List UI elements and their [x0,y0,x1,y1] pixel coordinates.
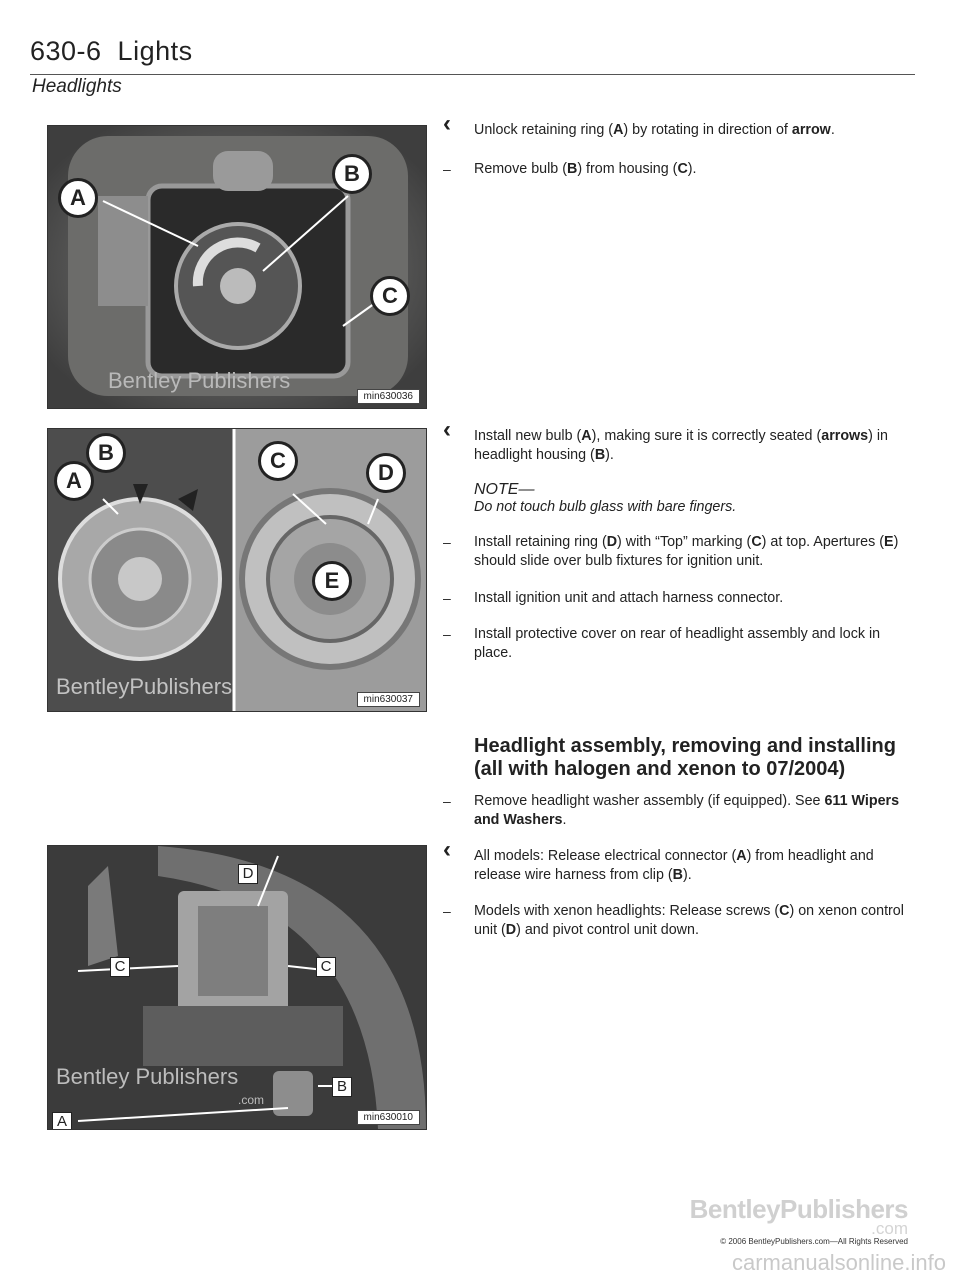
figure-3-illustration [48,846,426,1129]
step-install-ring: – Install retaining ring (D) with “Top” marking (C) at top. Apertures (E) should slide over bulb fixtures for ignition unit. [443,534,899,569]
callout-d: D [366,453,406,493]
figure-3-id: min630010 [357,1110,420,1125]
figure-bulb-install [47,428,427,712]
label-b: B [332,1077,352,1097]
callout-a: A [54,461,94,501]
figure-pointer-icon: ‹ [443,416,451,443]
publisher-logo: BentleyPublishers .com [689,1194,908,1238]
callout-b: B [332,154,372,194]
copyright-notice: © 2006 BentleyPublishers.com—All Rights Reserved [720,1237,908,1246]
callout-e: E [312,561,352,601]
site-watermark: carmanualsonline.info [731,1250,946,1275]
section-title: 630-6 Lights [30,36,193,66]
step-washer-assembly: – Remove headlight washer assembly (if equipped). See 611 Wipers and Washers. [443,793,900,828]
dash-icon: – [443,590,451,606]
callout-c: C [258,441,298,481]
note-title: NOTE— [474,481,535,498]
figure-2-watermark: BentleyPublishers [56,674,233,699]
label-c-left: C [110,957,130,977]
callout-b: B [86,433,126,473]
dash-icon: – [443,793,451,809]
procedure-heading: Headlight assembly, removing and installing (all with halogen and xenon to 07/2004) [474,735,896,780]
dash-icon: – [443,534,451,550]
figure-bulb-housing [47,125,427,409]
step-ignition-unit: – Install ignition unit and attach harness connector. [443,590,784,606]
callout-a: A [58,178,98,218]
figure-1-watermark: Bentley Publishers [108,368,291,393]
figure-xenon-control-unit [47,845,427,1130]
figure-pointer-icon: ‹ [443,836,451,863]
step-install-bulb: ‹ Install new bulb (A), making sure it is correctly seated (arrows) in headlight housing (B). [443,416,889,463]
note-body: Do not touch bulb glass with bare fingers. [474,499,737,515]
figure-3-watermark-sub: .com [238,1093,265,1107]
label-c-right: C [316,957,336,977]
figure-2-id: min630037 [357,692,420,707]
header-rule [30,74,915,75]
step-xenon-screws: – Models with xenon headlights: Release screws (C) on xenon control unit (D) and pivot control unit down. [443,903,904,938]
dash-icon: – [443,626,451,642]
page-header [30,36,910,67]
figure-3-watermark: Bentley Publishers [56,1064,239,1089]
step-remove-bulb: – Remove bulb (B) from housing (C). [443,161,697,177]
figure-pointer-icon: ‹ [443,110,451,137]
step-release-connector: ‹ All models: Release electrical connector (A) from headlight and release wire harness from clip (B). [443,836,874,883]
step-protective-cover: – Install protective cover on rear of headlight assembly and lock in place. [443,626,881,661]
dash-icon: – [443,161,451,177]
callout-c: C [370,276,410,316]
step-unlock-ring: ‹ Unlock retaining ring (A) by rotating in direction of arrow. [443,110,835,138]
label-a: A [52,1112,72,1130]
dash-icon: – [443,903,451,919]
subsection-title: Headlights [32,76,122,97]
figure-1-id: min630036 [357,389,420,404]
label-d: D [238,864,258,884]
